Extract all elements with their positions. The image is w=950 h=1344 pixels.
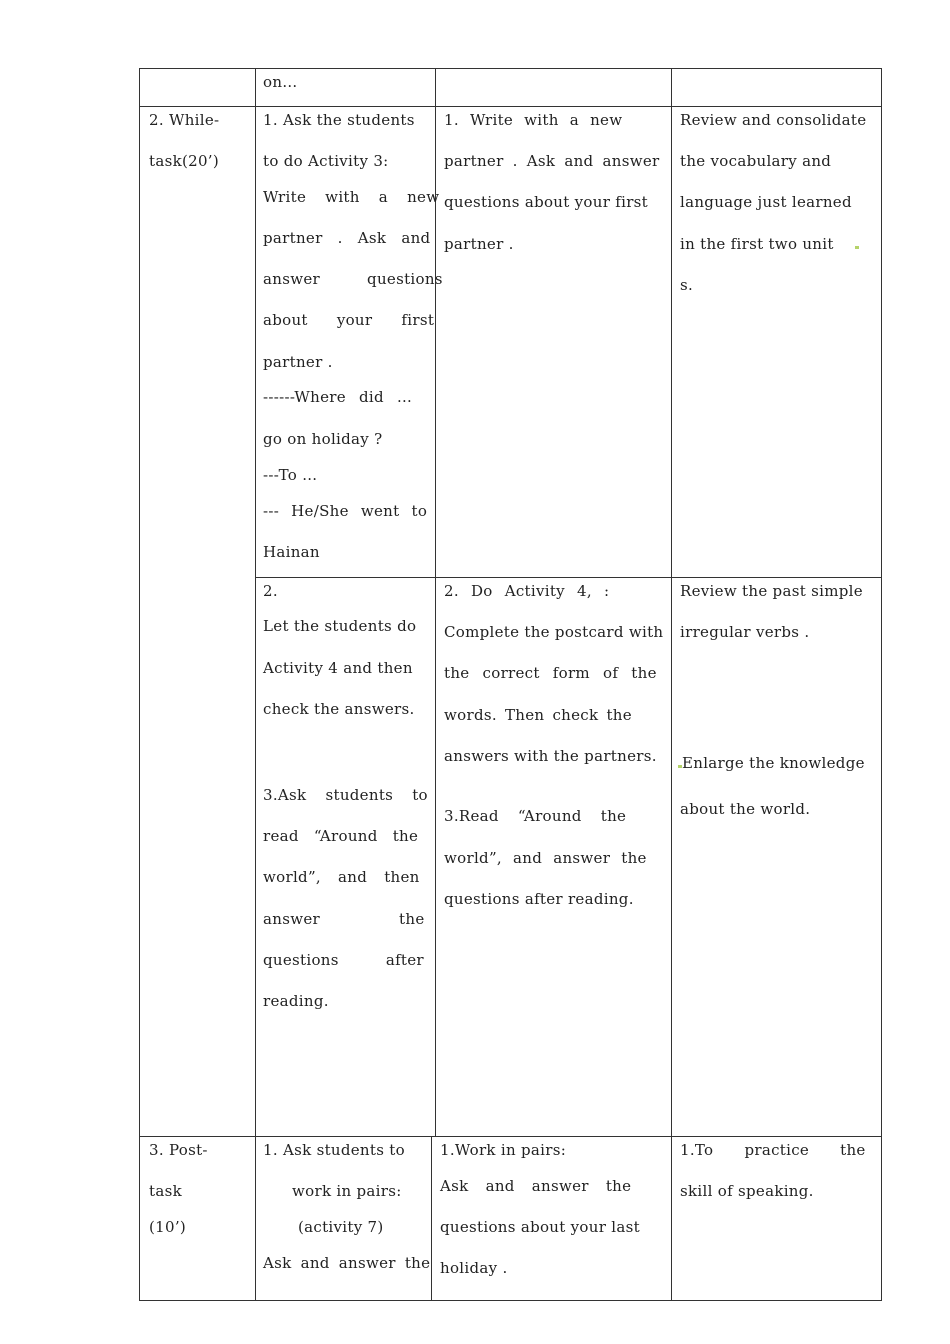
teacher-activity-line: (activity 7) [298, 1218, 384, 1236]
purpose-line: Review the past simple [680, 582, 863, 600]
student-activity-line: words. Then check the [444, 706, 632, 724]
stage-label: (10’) [149, 1218, 187, 1236]
edit-mark [855, 246, 859, 249]
student-activity-line: partner . Ask and answer [444, 152, 660, 170]
teacher-activity-line: 1. Ask students to [263, 1141, 405, 1159]
table-border-left [139, 68, 140, 1301]
teacher-activity-line: 1. Ask the students [263, 111, 415, 129]
column-divider [255, 68, 256, 1301]
purpose-line: s. [680, 276, 694, 294]
teacher-activity-line: world”, and then [263, 868, 420, 886]
teacher-activity-line: work in pairs: [292, 1182, 402, 1200]
student-activity-line: questions about your last [440, 1218, 640, 1236]
purpose-line: skill of speaking. [680, 1182, 814, 1200]
teacher-activity-line: ---To … [263, 466, 318, 484]
teacher-activity-line: check the answers. [263, 700, 415, 718]
purpose-line: language just learned [680, 193, 852, 211]
student-activity-line: questions after reading. [444, 890, 634, 908]
stage-label: 3. Post- [149, 1141, 208, 1159]
teacher-activity-line: go on holiday ? [263, 430, 383, 448]
purpose-line: in the first two unit [680, 235, 834, 253]
stage-label: 2. While- [149, 111, 220, 129]
teacher-activity-line: answer questions [263, 270, 443, 288]
row-divider [255, 577, 882, 578]
student-activity-line: 1.Work in pairs: [440, 1141, 567, 1159]
teacher-activity-line: Let the students do [263, 617, 417, 635]
student-activity-line: the correct form of the [444, 664, 657, 682]
teacher-activity-line: 3.Ask students to [263, 786, 428, 804]
student-activity-line: 3.Read “Around the [444, 807, 627, 825]
cell-text: on… [263, 73, 298, 91]
teacher-activity-line: about your first [263, 311, 435, 329]
purpose-line: Review and consolidate [680, 111, 867, 129]
teacher-activity-line: Hainan [263, 543, 320, 561]
teacher-activity-line: reading. [263, 992, 329, 1010]
teacher-activity-line: --- He/She went to [263, 502, 428, 520]
stage-label: task [149, 1182, 182, 1200]
stage-label: task(20’) [149, 152, 220, 170]
purpose-line: 1.To practice the [680, 1141, 866, 1159]
student-activity-line: Ask and answer the [440, 1177, 632, 1195]
student-activity-line: questions about your first [444, 193, 649, 211]
student-activity-line: answers with the partners. [444, 747, 657, 765]
teacher-activity-line: to do Activity 3: [263, 152, 389, 170]
purpose-line: the vocabulary and [680, 152, 832, 170]
purpose-line: about the world. [680, 800, 811, 818]
student-activity-line: 2. Do Activity 4, : [444, 582, 610, 600]
student-activity-line: Complete the postcard with [444, 623, 664, 641]
row-divider [139, 1136, 882, 1137]
student-activity-line: partner . [444, 235, 514, 253]
column-divider [671, 68, 672, 1301]
purpose-line: Enlarge the knowledge [682, 754, 865, 772]
student-activity-line: 1. Write with a new [444, 111, 623, 129]
teacher-activity-line: 2. [263, 582, 278, 600]
student-activity-line: world”, and answer the [444, 849, 647, 867]
teacher-activity-line: questions after [263, 951, 424, 969]
row-divider [139, 106, 882, 107]
teacher-activity-line: answer the [263, 910, 425, 928]
purpose-line: irregular verbs . [680, 623, 810, 641]
table-border-top [139, 68, 882, 69]
teacher-activity-line: ------Where did … [263, 388, 413, 406]
teacher-activity-line: partner . [263, 353, 333, 371]
column-divider [435, 68, 436, 1137]
column-divider [431, 1136, 432, 1301]
table-border-bottom [139, 1300, 882, 1301]
teacher-activity-line: Activity 4 and then [263, 659, 413, 677]
student-activity-line: holiday . [440, 1259, 508, 1277]
teacher-activity-line: Ask and answer the [263, 1254, 431, 1272]
teacher-activity-line: Write with a new [263, 188, 440, 206]
teacher-activity-line: partner . Ask and [263, 229, 431, 247]
table-border-right [881, 68, 882, 1301]
teacher-activity-line: read “Around the [263, 827, 419, 845]
